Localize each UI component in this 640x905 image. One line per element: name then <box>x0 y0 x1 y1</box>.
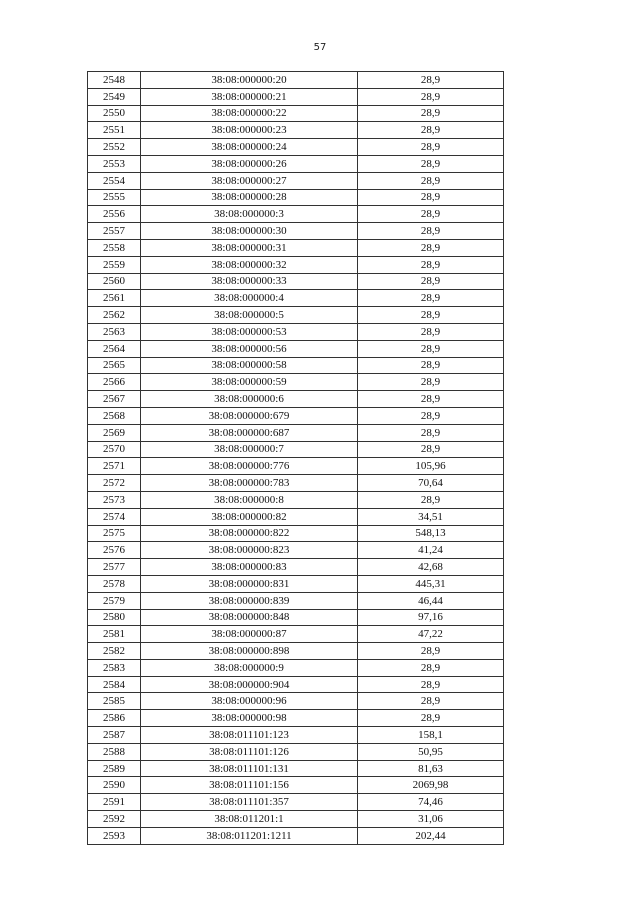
row-number-cell: 2553 <box>88 155 141 172</box>
value-cell: 28,9 <box>358 676 504 693</box>
row-number-cell: 2593 <box>88 827 141 844</box>
cadastral-number-cell: 38:08:000000:30 <box>141 223 358 240</box>
value-cell: 28,9 <box>358 189 504 206</box>
row-number-cell: 2584 <box>88 676 141 693</box>
value-cell: 41,24 <box>358 542 504 559</box>
cadastral-number-cell: 38:08:000000:3 <box>141 206 358 223</box>
value-cell: 28,9 <box>358 374 504 391</box>
row-number-cell: 2559 <box>88 256 141 273</box>
row-number-cell: 2550 <box>88 105 141 122</box>
table-row <box>88 777 504 794</box>
value-cell: 28,9 <box>358 424 504 441</box>
row-number-cell: 2574 <box>88 508 141 525</box>
table-row <box>88 424 504 441</box>
value-cell: 31,06 <box>358 811 504 828</box>
value-cell: 70,64 <box>358 475 504 492</box>
cadastral-number-cell: 38:08:011201:1211 <box>141 827 358 844</box>
row-number-cell: 2552 <box>88 139 141 156</box>
table-row <box>88 407 504 424</box>
cadastral-number-cell: 38:08:000000:8 <box>141 491 358 508</box>
value-cell: 28,9 <box>358 391 504 408</box>
table-row <box>88 340 504 357</box>
table-row <box>88 693 504 710</box>
cadastral-number-cell: 38:08:000000:6 <box>141 391 358 408</box>
value-cell: 34,51 <box>358 508 504 525</box>
row-number-cell: 2590 <box>88 777 141 794</box>
value-cell: 81,63 <box>358 760 504 777</box>
row-number-cell: 2551 <box>88 122 141 139</box>
cadastral-number-cell: 38:08:000000:58 <box>141 357 358 374</box>
cadastral-number-cell: 38:08:000000:26 <box>141 155 358 172</box>
value-cell: 28,9 <box>358 155 504 172</box>
table-row <box>88 710 504 727</box>
table-row <box>88 626 504 643</box>
row-number-cell: 2583 <box>88 659 141 676</box>
cadastral-number-cell: 38:08:011101:357 <box>141 794 358 811</box>
row-number-cell: 2591 <box>88 794 141 811</box>
row-number-cell: 2548 <box>88 72 141 89</box>
page-number: 57 <box>313 42 327 53</box>
value-cell: 28,9 <box>358 223 504 240</box>
cadastral-number-cell: 38:08:011101:126 <box>141 743 358 760</box>
table-row <box>88 475 504 492</box>
cadastral-table <box>87 71 504 845</box>
cadastral-number-cell: 38:08:000000:96 <box>141 693 358 710</box>
cadastral-number-cell: 38:08:000000:21 <box>141 88 358 105</box>
row-number-cell: 2581 <box>88 626 141 643</box>
table-row <box>88 72 504 89</box>
value-cell: 28,9 <box>358 659 504 676</box>
row-number-cell: 2570 <box>88 441 141 458</box>
value-cell: 28,9 <box>358 307 504 324</box>
cadastral-number-cell: 38:08:000000:33 <box>141 273 358 290</box>
value-cell: 46,44 <box>358 592 504 609</box>
row-number-cell: 2587 <box>88 727 141 744</box>
cadastral-number-cell: 38:08:000000:31 <box>141 239 358 256</box>
cadastral-number-cell: 38:08:000000:4 <box>141 290 358 307</box>
table-body <box>88 72 504 845</box>
row-number-cell: 2586 <box>88 710 141 727</box>
table-row <box>88 290 504 307</box>
value-cell: 28,9 <box>358 172 504 189</box>
table-row <box>88 223 504 240</box>
cadastral-number-cell: 38:08:000000:5 <box>141 307 358 324</box>
cadastral-number-cell: 38:08:000000:9 <box>141 659 358 676</box>
table-row <box>88 172 504 189</box>
table-row <box>88 441 504 458</box>
table-row <box>88 189 504 206</box>
cadastral-number-cell: 38:08:000000:822 <box>141 525 358 542</box>
cadastral-number-cell: 38:08:000000:776 <box>141 458 358 475</box>
cadastral-number-cell: 38:08:000000:831 <box>141 575 358 592</box>
value-cell: 202,44 <box>358 827 504 844</box>
table-row <box>88 827 504 844</box>
row-number-cell: 2556 <box>88 206 141 223</box>
value-cell: 28,9 <box>358 88 504 105</box>
row-number-cell: 2571 <box>88 458 141 475</box>
value-cell: 28,9 <box>358 290 504 307</box>
value-cell: 50,95 <box>358 743 504 760</box>
table-row <box>88 794 504 811</box>
cadastral-number-cell: 38:08:000000:7 <box>141 441 358 458</box>
row-number-cell: 2561 <box>88 290 141 307</box>
row-number-cell: 2568 <box>88 407 141 424</box>
value-cell: 42,68 <box>358 559 504 576</box>
table-row <box>88 139 504 156</box>
cadastral-number-cell: 38:08:000000:53 <box>141 323 358 340</box>
table-row <box>88 743 504 760</box>
table-row <box>88 256 504 273</box>
value-cell: 28,9 <box>358 139 504 156</box>
row-number-cell: 2588 <box>88 743 141 760</box>
value-cell: 548,13 <box>358 525 504 542</box>
row-number-cell: 2562 <box>88 307 141 324</box>
table-row <box>88 760 504 777</box>
table-row <box>88 88 504 105</box>
row-number-cell: 2557 <box>88 223 141 240</box>
cadastral-number-cell: 38:08:000000:687 <box>141 424 358 441</box>
row-number-cell: 2555 <box>88 189 141 206</box>
value-cell: 28,9 <box>358 710 504 727</box>
row-number-cell: 2558 <box>88 239 141 256</box>
row-number-cell: 2580 <box>88 609 141 626</box>
cadastral-number-cell: 38:08:000000:82 <box>141 508 358 525</box>
row-number-cell: 2577 <box>88 559 141 576</box>
value-cell: 28,9 <box>358 441 504 458</box>
cadastral-number-cell: 38:08:000000:59 <box>141 374 358 391</box>
value-cell: 105,96 <box>358 458 504 475</box>
table-row <box>88 307 504 324</box>
table-row <box>88 659 504 676</box>
cadastral-number-cell: 38:08:000000:83 <box>141 559 358 576</box>
cadastral-number-cell: 38:08:000000:28 <box>141 189 358 206</box>
cadastral-number-cell: 38:08:000000:27 <box>141 172 358 189</box>
cadastral-number-cell: 38:08:000000:56 <box>141 340 358 357</box>
row-number-cell: 2575 <box>88 525 141 542</box>
cadastral-number-cell: 38:08:011101:123 <box>141 727 358 744</box>
table-row <box>88 491 504 508</box>
table-row <box>88 508 504 525</box>
table-row <box>88 643 504 660</box>
table-row <box>88 122 504 139</box>
table-row <box>88 391 504 408</box>
table-row <box>88 105 504 122</box>
table-row <box>88 206 504 223</box>
value-cell: 28,9 <box>358 239 504 256</box>
row-number-cell: 2582 <box>88 643 141 660</box>
cadastral-number-cell: 38:08:000000:24 <box>141 139 358 156</box>
cadastral-number-cell: 38:08:000000:904 <box>141 676 358 693</box>
row-number-cell: 2573 <box>88 491 141 508</box>
table-row <box>88 273 504 290</box>
cadastral-number-cell: 38:08:000000:848 <box>141 609 358 626</box>
row-number-cell: 2566 <box>88 374 141 391</box>
value-cell: 2069,98 <box>358 777 504 794</box>
value-cell: 74,46 <box>358 794 504 811</box>
row-number-cell: 2564 <box>88 340 141 357</box>
row-number-cell: 2554 <box>88 172 141 189</box>
row-number-cell: 2569 <box>88 424 141 441</box>
value-cell: 28,9 <box>358 643 504 660</box>
value-cell: 28,9 <box>358 407 504 424</box>
value-cell: 158,1 <box>358 727 504 744</box>
cadastral-number-cell: 38:08:000000:898 <box>141 643 358 660</box>
cadastral-number-cell: 38:08:000000:87 <box>141 626 358 643</box>
cadastral-number-cell: 38:08:011201:1 <box>141 811 358 828</box>
table-row <box>88 323 504 340</box>
table-row <box>88 592 504 609</box>
cadastral-number-cell: 38:08:000000:23 <box>141 122 358 139</box>
value-cell: 47,22 <box>358 626 504 643</box>
cadastral-number-cell: 38:08:000000:20 <box>141 72 358 89</box>
cadastral-number-cell: 38:08:000000:98 <box>141 710 358 727</box>
table-row <box>88 239 504 256</box>
table-row <box>88 811 504 828</box>
cadastral-number-cell: 38:08:000000:32 <box>141 256 358 273</box>
cadastral-number-cell: 38:08:000000:839 <box>141 592 358 609</box>
row-number-cell: 2572 <box>88 475 141 492</box>
table-row <box>88 575 504 592</box>
table-row <box>88 727 504 744</box>
row-number-cell: 2567 <box>88 391 141 408</box>
row-number-cell: 2579 <box>88 592 141 609</box>
table-row <box>88 542 504 559</box>
row-number-cell: 2565 <box>88 357 141 374</box>
row-number-cell: 2549 <box>88 88 141 105</box>
value-cell: 97,16 <box>358 609 504 626</box>
value-cell: 445,31 <box>358 575 504 592</box>
value-cell: 28,9 <box>358 357 504 374</box>
table-row <box>88 559 504 576</box>
cadastral-number-cell: 38:08:011101:156 <box>141 777 358 794</box>
cadastral-number-cell: 38:08:000000:783 <box>141 475 358 492</box>
value-cell: 28,9 <box>358 256 504 273</box>
value-cell: 28,9 <box>358 206 504 223</box>
table-row <box>88 458 504 475</box>
row-number-cell: 2560 <box>88 273 141 290</box>
value-cell: 28,9 <box>358 105 504 122</box>
row-number-cell: 2578 <box>88 575 141 592</box>
value-cell: 28,9 <box>358 340 504 357</box>
table-row <box>88 525 504 542</box>
cadastral-number-cell: 38:08:000000:823 <box>141 542 358 559</box>
value-cell: 28,9 <box>358 72 504 89</box>
table-row <box>88 374 504 391</box>
value-cell: 28,9 <box>358 491 504 508</box>
row-number-cell: 2589 <box>88 760 141 777</box>
row-number-cell: 2576 <box>88 542 141 559</box>
row-number-cell: 2585 <box>88 693 141 710</box>
row-number-cell: 2592 <box>88 811 141 828</box>
cadastral-number-cell: 38:08:000000:22 <box>141 105 358 122</box>
value-cell: 28,9 <box>358 273 504 290</box>
cadastral-number-cell: 38:08:011101:131 <box>141 760 358 777</box>
table-row <box>88 155 504 172</box>
table-row <box>88 357 504 374</box>
cadastral-number-cell: 38:08:000000:679 <box>141 407 358 424</box>
row-number-cell: 2563 <box>88 323 141 340</box>
value-cell: 28,9 <box>358 122 504 139</box>
value-cell: 28,9 <box>358 693 504 710</box>
table-row <box>88 609 504 626</box>
table-row <box>88 676 504 693</box>
value-cell: 28,9 <box>358 323 504 340</box>
